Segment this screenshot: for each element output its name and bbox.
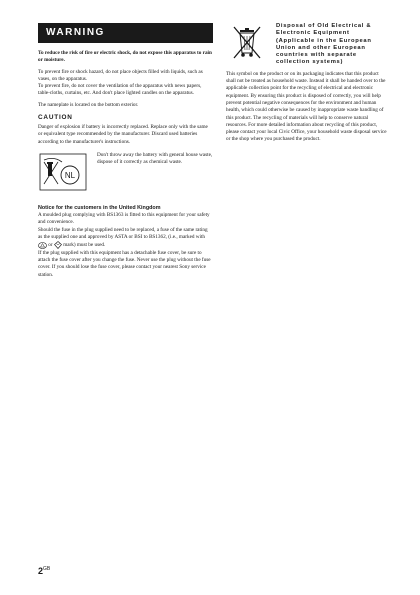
battery-disposal-notice [38, 152, 213, 192]
battery-disposal-icon [38, 152, 88, 192]
battery-note-text: Don't throw away the battery with general house waste, dispose of it correctly as chemical waste. [97, 151, 213, 166]
uk-p2-after: mark) must be used. [63, 242, 106, 249]
battery-mark-label: NL [64, 170, 76, 180]
nameplate-text: The nameplate is located on the bottom exterior. [38, 101, 139, 108]
uk-p2-or: or [48, 242, 53, 249]
weee-title: Disposal of Old Electrical & Electronic Equipment (Applicable in the European Union and other European countries with separate collection systems) [276, 23, 372, 66]
caution-text: Danger of explosion if battery is incorrectly replaced. Replace only with the same or equivalent type recommended by the manufacturer. Discard used batteries according to the manufacturer's instructions. [38, 124, 208, 145]
warning-bold-text: To reduce the risk of fire or electric shock, do not expose this apparatus to rain or moisture. [38, 50, 212, 64]
uk-notice [38, 205, 213, 279]
left-column [38, 23, 213, 279]
weee-header [226, 23, 389, 67]
page-number-suffix: GB [43, 566, 51, 572]
weee-text: This symbol on the product or on its packaging indicates that this product shall not be treated as household waste. Instead it shall be handed over to the applicable collection point for the recycling of electrical and electronic equipment. By ensuring this product is disposed of correctly, you will help prevent potential negative consequences for the environment and human health, which could otherwise be caused by inappropriate waste handling of this product. The recycling of materials will help to conserve natural resources. For more detailed information about recycling of this product, please contact your local Civic Office, your household waste disposal service or the shop where you purchased the product. [226, 70, 387, 143]
uk-paragraph-1: A moulded plug complying with BS1363 is fitted to this equipment for your safety and convenience. [38, 211, 210, 226]
bsi-kitemark-icon [54, 241, 62, 249]
caution-heading: CAUTION [38, 114, 73, 122]
page-number-digit: 2 [38, 566, 44, 576]
uk-paragraph-2 [38, 227, 213, 250]
warning-vent-text: To prevent fire, do not cover the ventilation of the apparatus with news papers, table-cloths, curtains, etc. And don't place lighted candles on the apparatus. [38, 83, 202, 97]
warning-fire-text: To prevent fire or shock hazard, do not place objects filled with liquids, such as vases, on the apparatus. [38, 68, 203, 82]
right-column [226, 23, 389, 144]
uk-paragraph-3: If the plug supplied with this equipment has a detachable fuse cover, be sure to attach the fuse cover after you change the fuse. Never use the plug without the fuse cover. If you should lose the fuse cover, please contact your nearest Sony service station. [38, 249, 211, 278]
asta-mark-icon [38, 242, 47, 249]
page-number [38, 566, 50, 576]
warning-banner: WARNING [38, 23, 213, 43]
uk-heading: Notice for the customers in the United Kingdom [38, 204, 161, 211]
crossed-out-wheelie-bin-icon [228, 23, 266, 63]
uk-p2-before: Should the fuse in the plug supplied need to be replaced, a fuse of the same rating as the supplied one and approved by ASTA or BSI to BS1362, (i.e., marked with [38, 226, 208, 240]
